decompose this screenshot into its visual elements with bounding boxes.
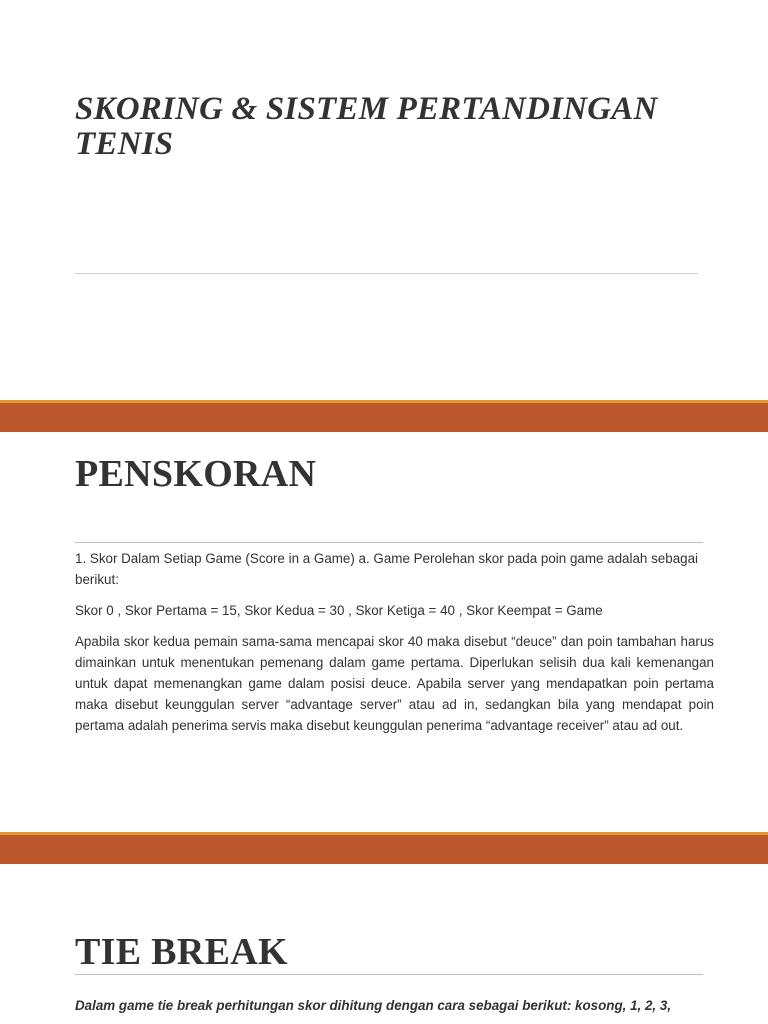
penskoran-heading: PENSKORAN: [75, 453, 317, 495]
slide-title: [0, 0, 768, 400]
penskoran-heading-rule: [75, 542, 703, 543]
slide-tie-break: [0, 864, 768, 1024]
tie-break-heading: TIE BREAK: [75, 931, 288, 973]
tie-break-heading-rule: [75, 974, 703, 975]
penskoran-paragraph-1: 1. Skor Dalam Setiap Game (Score in a Game) a. Game Perolehan skor pada poin game adalah sebagai berikut:: [75, 551, 699, 587]
slide-separator-band: [0, 832, 768, 864]
slide-penskoran: [0, 432, 768, 832]
penskoran-paragraph-3: Apabila skor kedua pemain sama-sama mencapai skor 40 maka disebut “deuce” dan poin tambahan harus dimainkan untuk menentukan pemenang dalam game pertama. Diperlukan selisih dua kali kemenangan untuk dapat memenangkan game dalam posisi deuce. Apabila server yang mendapatkan poin pertama maka disebut keunggulan server “advantage server” atau ad in, sedangkan bila yang mendapat poin pertama adalah penerima servis maka disebut keunggulan penerima “advantage receiver” atau ad out.: [75, 634, 714, 733]
slide-title-heading: SKORING & SISTEM PERTANDINGAN TENIS: [75, 91, 658, 162]
title-divider: [75, 273, 698, 274]
penskoran-paragraph-2: Skor 0 , Skor Pertama = 15, Skor Kedua = 30 , Skor Ketiga = 40 , Skor Keempat = Game: [75, 603, 603, 618]
tie-break-paragraph-1: Dalam game tie break perhitungan skor dihitung dengan cara sebagai berikut: kosong, 1, 2, 3,: [75, 998, 672, 1013]
slide-separator-band: [0, 400, 768, 432]
